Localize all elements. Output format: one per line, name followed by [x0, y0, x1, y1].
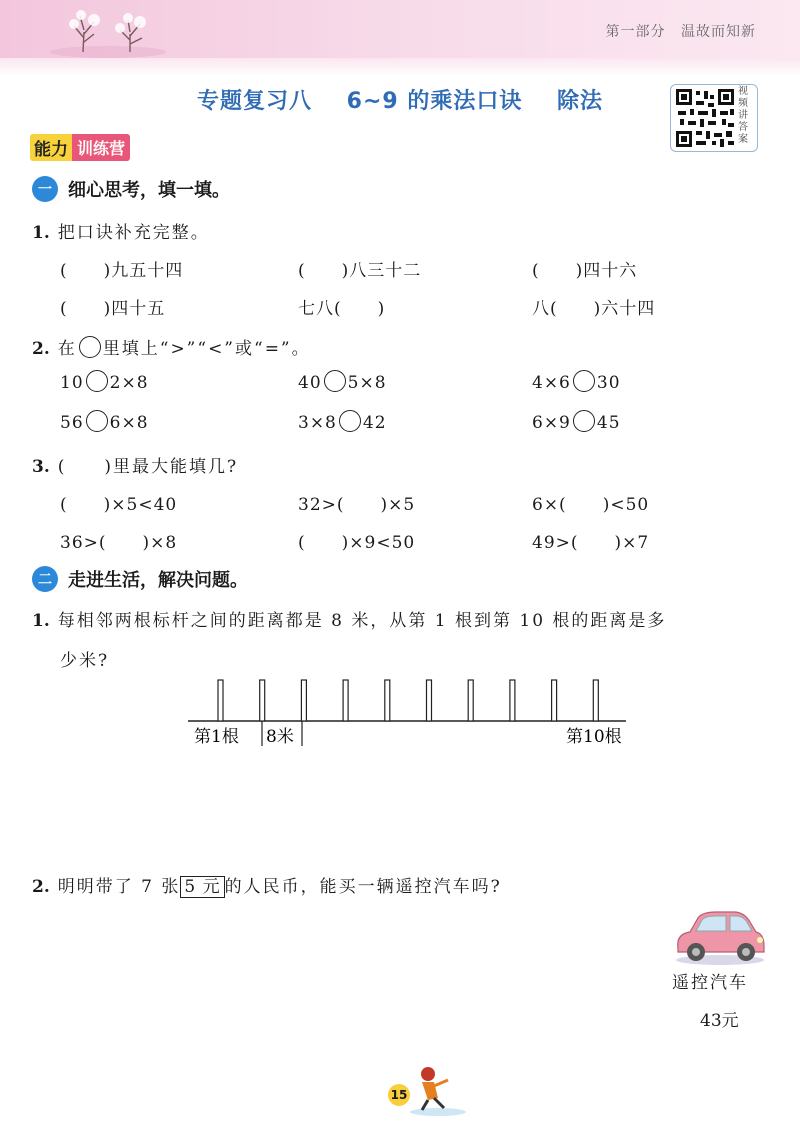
- compare-circle[interactable]: [339, 410, 361, 432]
- question-number: 1.: [32, 223, 50, 243]
- compare-circle[interactable]: [324, 370, 346, 392]
- pole: [260, 680, 265, 721]
- fill-item[interactable]: 八( )六十四: [532, 299, 656, 319]
- question-text-a: 在: [57, 339, 77, 359]
- section-2-number: 二: [32, 566, 58, 592]
- toy-car-icon: [672, 904, 768, 966]
- compare-item: 3×8 42: [298, 410, 387, 433]
- question-number: 3.: [32, 457, 50, 477]
- poles-diagram: [188, 674, 628, 754]
- badge-part-a: 能力: [30, 134, 72, 161]
- fill-item[interactable]: ( )四十五: [60, 299, 166, 319]
- pole: [468, 680, 473, 721]
- fill-item[interactable]: 32>( )×5: [298, 495, 416, 515]
- question-text-b: 的人民币，能买一辆遥控汽车吗?: [224, 877, 502, 897]
- question-number: 2.: [32, 339, 50, 359]
- pole: [218, 680, 223, 721]
- compare-item: 40 5×8: [298, 370, 387, 393]
- fill-item[interactable]: ( )×9<50: [298, 533, 416, 553]
- trees-illustration: [48, 4, 168, 58]
- section-1-title: 细心思考，填一填。: [68, 180, 230, 201]
- section-2-heading: [32, 566, 248, 592]
- question-1-1: [32, 218, 210, 243]
- fill-item[interactable]: ( )×5<40: [60, 495, 178, 515]
- question-text-b: 里填上“>”“<”或“=”。: [102, 339, 311, 359]
- title-sub: 6~9 的乘法口诀: [346, 89, 523, 114]
- compare-item: 56 6×8: [60, 410, 149, 433]
- section-1-heading: [32, 176, 230, 202]
- page-number: 15: [388, 1084, 410, 1106]
- pole: [427, 680, 432, 721]
- question-text-a: 明明带了 7 张: [57, 877, 181, 897]
- label-first-pole: 第1根: [194, 727, 239, 747]
- question-2-2: [32, 872, 502, 897]
- skater-icon: [408, 1062, 468, 1118]
- compare-circle[interactable]: [573, 410, 595, 432]
- question-1-2: [32, 334, 311, 359]
- header-part: 第一部分: [605, 24, 666, 40]
- compare-circle[interactable]: [86, 370, 108, 392]
- fill-item[interactable]: 49>( )×7: [532, 533, 650, 553]
- question-text: ( )里最大能填几?: [57, 457, 239, 477]
- badge-part-b: 训练营: [72, 134, 130, 161]
- fill-item[interactable]: ( )八三十二: [298, 261, 422, 281]
- header-breadcrumb: [596, 21, 756, 41]
- compare-item: 4×6 30: [532, 370, 621, 393]
- ability-badge: [30, 134, 130, 160]
- fill-item[interactable]: ( )九五十四: [60, 261, 184, 281]
- question-1-3: [32, 452, 238, 477]
- header-section: 温故而知新: [681, 24, 756, 40]
- question-text-line1: 每相邻两根标杆之间的距离都是 8 米，从第 1 根到第 10 根的距离是多: [57, 611, 667, 631]
- compare-item: 10 2×8: [60, 370, 149, 393]
- fill-item[interactable]: ( )四十六: [532, 261, 638, 281]
- boxed-banknote: 5 元: [180, 876, 224, 898]
- header-band-fade: [0, 58, 800, 76]
- pole: [385, 680, 390, 721]
- pole: [301, 680, 306, 721]
- fill-item[interactable]: 6×( )<50: [532, 495, 650, 515]
- car-label: 遥控汽车: [672, 973, 748, 993]
- section-1-number: 一: [32, 176, 58, 202]
- circle-icon: [79, 336, 101, 358]
- compare-item: 6×9 45: [532, 410, 621, 433]
- fill-item[interactable]: 七八( ): [298, 299, 386, 319]
- label-last-pole: 第10根: [566, 727, 622, 747]
- question-number: 1.: [32, 611, 50, 631]
- qr-caption: 视频讲答案: [738, 86, 748, 145]
- fill-item[interactable]: 36>( )×8: [60, 533, 178, 553]
- compare-circle[interactable]: [86, 410, 108, 432]
- pole: [510, 680, 515, 721]
- question-text: 把口诀补充完整。: [57, 223, 210, 243]
- car-price: 43元: [700, 1011, 739, 1031]
- pole: [593, 680, 598, 721]
- pole: [552, 680, 557, 721]
- qr-code-icon: [674, 87, 736, 149]
- compare-circle[interactable]: [573, 370, 595, 392]
- question-2-1-line2: 少米?: [60, 651, 110, 671]
- question-number: 2.: [32, 877, 50, 897]
- title-tail: 除法: [557, 89, 604, 114]
- pole: [343, 680, 348, 721]
- section-2-title: 走进生活，解决问题。: [68, 570, 248, 591]
- title-main: 专题复习八: [196, 89, 312, 114]
- label-gap: 8米: [266, 727, 294, 747]
- question-2-1: [32, 606, 666, 631]
